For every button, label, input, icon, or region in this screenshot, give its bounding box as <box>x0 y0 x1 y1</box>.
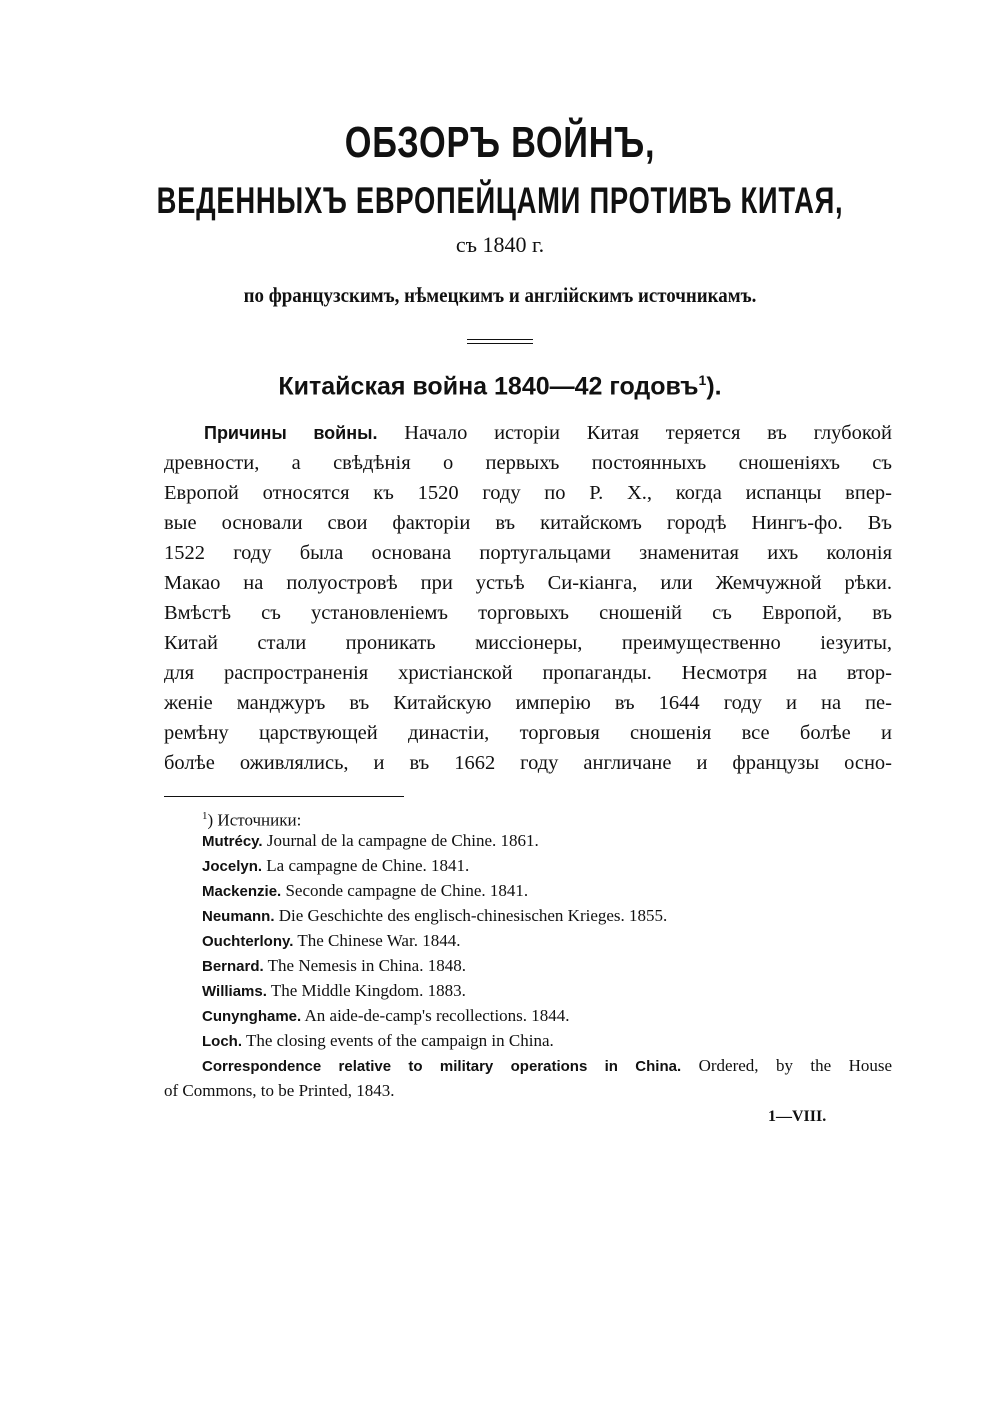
source-item <box>202 954 466 978</box>
section-heading <box>0 372 1000 401</box>
footnote-reference: 1 <box>698 372 707 388</box>
body-line: женіе манджуръ въ Китайскую имперію въ 1644 году и на пе- <box>164 692 892 714</box>
body-line <box>204 418 892 448</box>
source-author: Williams. <box>202 983 267 1000</box>
source-title: Seconde campagne de Chine. 1841. <box>285 881 529 900</box>
source-title: The Nemesis in China. 1848. <box>267 956 466 975</box>
body-line: Макао на полуостровѣ при устьѣ Си-кіанга, или Жемчужной рѣки. <box>164 572 892 594</box>
body-line-text: Начало исторіи Китая теряется въ глубокой <box>404 422 892 444</box>
source-title: La campagne de Chine. 1841. <box>266 856 470 875</box>
title-date: съ 1840 г. <box>455 232 545 257</box>
body-line: Европой относятся къ 1520 году по Р. Х., когда испанцы впер- <box>164 482 892 504</box>
title-main: ОБЗОРЪ ВОЙНЪ, <box>344 118 656 167</box>
body-line: ремѣну царствующей династіи, торговыя сношенія все болѣе и <box>164 722 892 744</box>
body-line: 1522 году была основана португальцами знаменитая ихъ колонія <box>164 542 892 564</box>
source-item <box>202 929 460 953</box>
source-item <box>202 1054 892 1078</box>
body-line: Вмѣстѣ съ установленіемъ торговыхъ сношеній съ Европой, въ <box>164 602 892 624</box>
source-item <box>202 829 539 853</box>
source-item <box>202 879 528 903</box>
body-line: древности, а свѣдѣнія о первыхъ постоянныхъ сношеніяхъ съ <box>164 452 892 474</box>
source-title: An aide-de-camp's recollections. 1844. <box>304 1006 570 1025</box>
paragraph-run-in-heading: Причины войны. <box>204 423 378 443</box>
source-author: Correspondence relative to military operations in China. <box>202 1058 682 1075</box>
source-item <box>202 979 466 1003</box>
section-heading-text: Китайская война 1840—42 годовъ <box>278 372 699 401</box>
source-item <box>202 904 667 928</box>
source-title: The Middle Kingdom. 1883. <box>270 981 466 1000</box>
source-author: Neumann. <box>202 908 275 925</box>
footnote-heading <box>202 804 301 828</box>
footnote-heading-text: ) Источники: <box>207 810 302 830</box>
footnote-marker: 1 <box>202 810 208 822</box>
source-title: Die Geschichte des englisch-chinesischen Krieges. 1855. <box>278 906 668 925</box>
printer-signature: 1—VIII. <box>768 1108 827 1125</box>
source-item <box>202 1004 570 1028</box>
source-author: Bernard. <box>202 958 264 975</box>
source-author: Cunynghame. <box>202 1008 302 1025</box>
source-author: Jocelyn. <box>202 858 263 875</box>
source-author: Ouchterlony. <box>202 933 294 950</box>
source-title: The closing events of the campaign in China. <box>245 1031 554 1050</box>
title-subtitle: ВЕДЕННЫХЪ ЕВРОПЕЙЦАМИ ПРОТИВЪ КИТАЯ, <box>156 180 844 221</box>
source-author: Mutrécy. <box>202 833 263 850</box>
body-line: для распространенія христіанской пропаганды. Несмотря на втор- <box>164 662 892 684</box>
title-sources-note: по французскимъ, нѣмецкимъ и англійскимъ источникамъ. <box>243 283 757 307</box>
source-author: Mackenzie. <box>202 883 282 900</box>
source-title: Journal de la campagne de Chine. 1861. <box>266 831 539 850</box>
body-line: болѣе оживлялись, и въ 1662 году англичане и французы осно- <box>164 752 892 774</box>
source-item <box>202 854 469 878</box>
source-item-continuation: of Commons, to be Printed, 1843. <box>164 1081 395 1100</box>
source-title: Ordered, by the House <box>698 1056 893 1075</box>
source-title: The Chinese War. 1844. <box>297 931 461 950</box>
source-item <box>202 1029 554 1053</box>
body-line: вые основали свои факторіи въ китайскомъ городѣ Нингъ-фо. Въ <box>164 512 892 534</box>
footnote-divider <box>164 796 404 797</box>
title-divider <box>467 339 533 344</box>
body-line: Китай стали проникать миссіонеры, преимущественно іезуиты, <box>164 632 892 654</box>
section-heading-end: ). <box>706 372 722 401</box>
source-author: Loch. <box>202 1033 242 1050</box>
